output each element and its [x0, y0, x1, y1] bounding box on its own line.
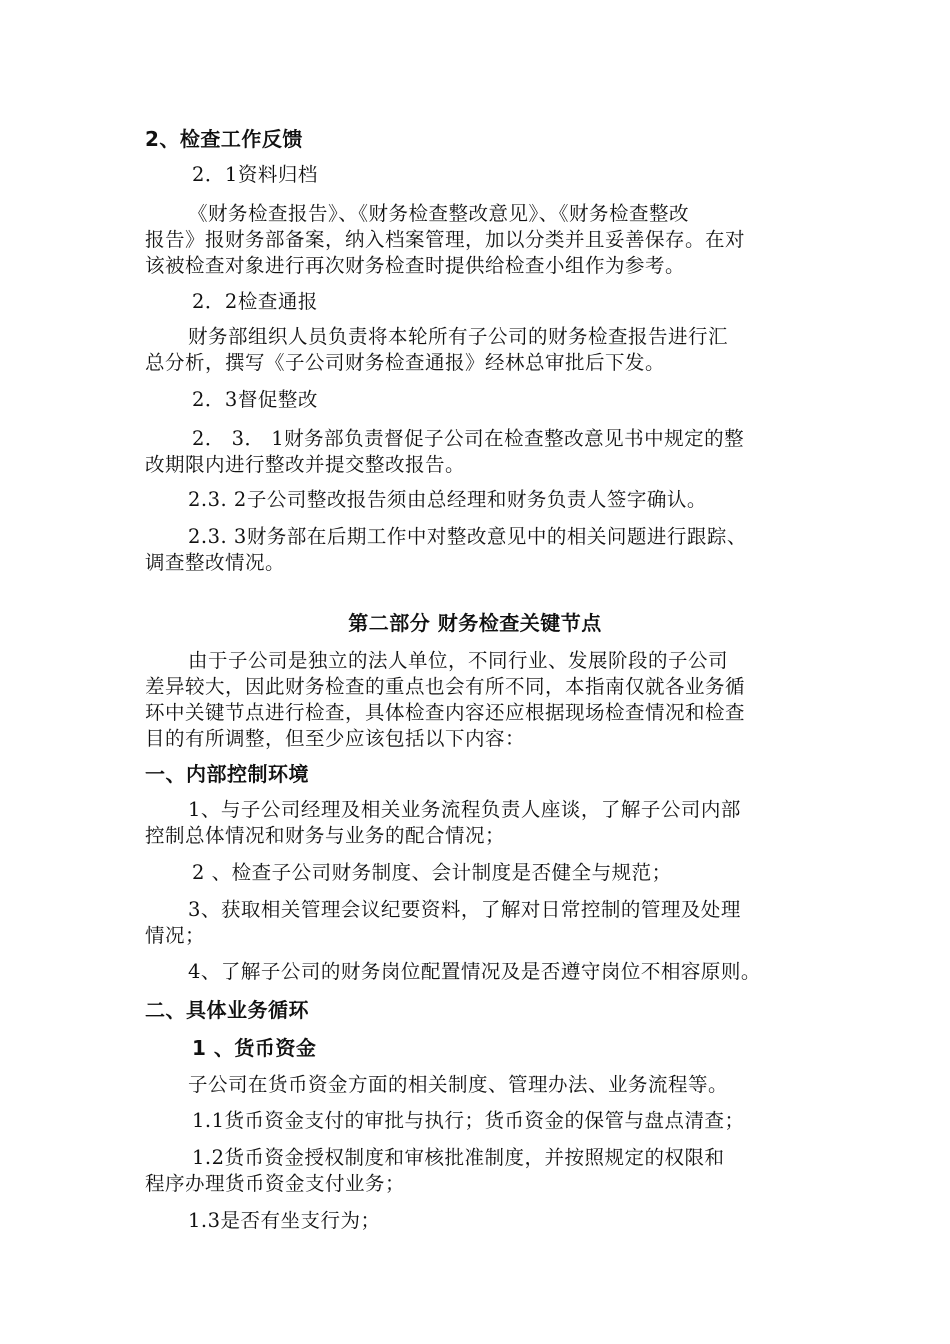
paragraph-line: 调查整改情况。	[145, 551, 286, 574]
section-heading-business-cycles: 二、具体业务循环	[145, 998, 309, 1022]
paragraph-line: 《财务检查报告》、《财务检查整改意见》、《财务检查整改	[188, 202, 690, 225]
subsection-heading-monetary-funds: 1 、货币资金	[192, 1036, 317, 1060]
paragraph-line: 改期限内进行整改并提交整改报告。	[145, 453, 466, 476]
paragraph-line: 环中关键节点进行检查，具体检查内容还应根据现场检查情况和检查	[145, 701, 746, 724]
list-item: 1.1货币资金支付的审批与执行；货币资金的保管与盘点清查；	[192, 1109, 745, 1132]
paragraph-line: 子公司在货币资金方面的相关制度、管理办法、业务流程等。	[188, 1073, 729, 1096]
list-item-continuation: 情况；	[145, 924, 206, 947]
list-item: 3、获取相关管理会议纪要资料，了解对日常控制的管理及处理	[188, 898, 741, 921]
list-item-continuation: 控制总体情况和财务与业务的配合情况；	[145, 824, 506, 847]
paragraph-line: 总分析，撰写《子公司财务检查通报》经林总审批后下发。	[145, 351, 666, 374]
list-item: 2 、检查子公司财务制度、会计制度是否健全与规范；	[192, 861, 672, 884]
paragraph-line: 财务部组织人员负责将本轮所有子公司的财务检查报告进行汇	[188, 325, 729, 348]
subsection-title-rectification: 2．3督促整改	[192, 388, 318, 411]
section-heading-inspection-feedback: 2、检查工作反馈	[145, 127, 303, 151]
subsection-title-archiving: 2．1资料归档	[192, 163, 318, 186]
paragraph-line: 目的有所调整，但至少应该包括以下内容：	[145, 727, 526, 750]
paragraph-line: 2． 3． 1财务部负责督促子公司在检查整改意见书中规定的整	[192, 427, 745, 450]
list-item: 1.3是否有坐支行为；	[188, 1209, 381, 1232]
paragraph-line: 2.3. 2子公司整改报告须由总经理和财务负责人签字确认。	[188, 488, 707, 511]
paragraph-line: 由于子公司是独立的法人单位，不同行业、发展阶段的子公司	[188, 649, 729, 672]
part-title: 第二部分 财务检查关键节点	[348, 611, 602, 635]
list-item: 4、了解子公司的财务岗位配置情况及是否遵守岗位不相容原则。	[188, 960, 761, 983]
paragraph-line: 报告》报财务部备案，纳入档案管理，加以分类并且妥善保存。在对	[145, 228, 746, 251]
list-item-continuation: 程序办理货币资金支付业务；	[145, 1172, 406, 1195]
list-item: 1.2货币资金授权制度和审核批准制度，并按照规定的权限和	[192, 1146, 725, 1169]
paragraph-line: 该被检查对象进行再次财务检查时提供给检查小组作为参考。	[145, 254, 686, 277]
list-item: 1、与子公司经理及相关业务流程负责人座谈，了解子公司内部	[188, 798, 741, 821]
subsection-title-inspection-report: 2．2检查通报	[192, 290, 318, 313]
paragraph-line: 差异较大，因此财务检查的重点也会有所不同，本指南仅就各业务循	[145, 675, 746, 698]
section-heading-internal-control: 一、内部控制环境	[145, 762, 309, 786]
paragraph-line: 2.3. 3财务部在后期工作中对整改意见中的相关问题进行跟踪、	[188, 525, 747, 548]
